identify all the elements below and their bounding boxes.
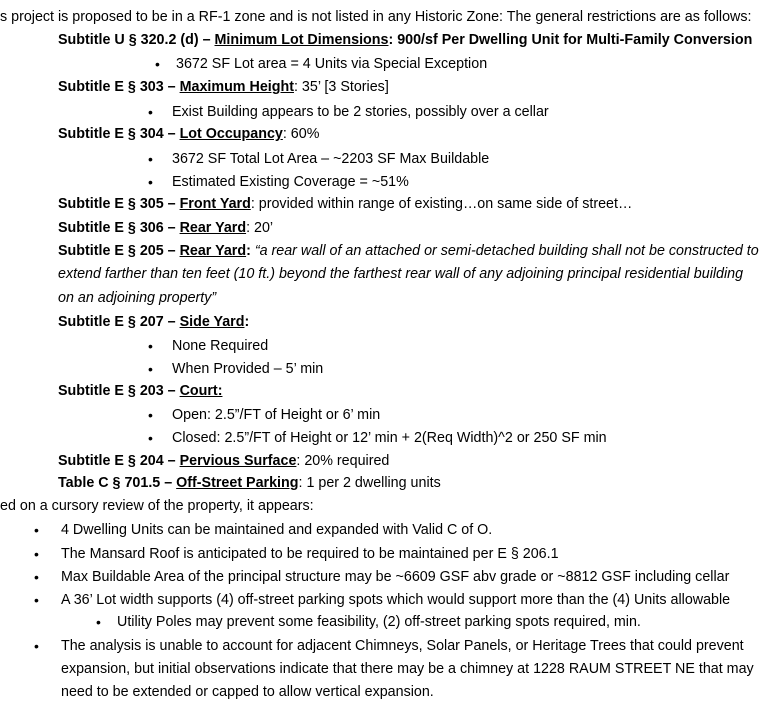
section-value: : 20’ <box>246 220 274 236</box>
section-ref: Subtitle E § 205 – <box>58 243 180 259</box>
bullet: • <box>148 174 153 190</box>
section-title: Court: <box>179 383 223 399</box>
bullet: • <box>34 592 39 608</box>
section-value: : <box>244 314 250 330</box>
section-ref: Subtitle E § 303 – <box>58 79 180 95</box>
section-title: Lot Occupancy <box>179 126 283 142</box>
list-item: Closed: 2.5”/FT of Height or 12’ min + 2(Req Width)^2 or 250 SF min <box>172 430 607 446</box>
section-ref: Subtitle E § 306 – <box>58 220 180 236</box>
section-title: Rear Yard <box>179 220 247 236</box>
list-item: Exist Building appears to be 2 stories, possibly over a cellar <box>172 104 549 120</box>
lot-occupancy-heading <box>58 125 319 143</box>
pervious-heading <box>58 452 389 470</box>
bullet: • <box>34 638 39 654</box>
section-value: : 60% <box>282 126 320 142</box>
bullet: • <box>96 614 101 630</box>
bullet: • <box>148 338 153 354</box>
section-title: Front Yard <box>179 196 251 212</box>
list-item: Open: 2.5”/FT of Height or 6’ min <box>172 407 381 423</box>
list-item: 3672 SF Total Lot Area – ~2203 SF Max Buildable <box>172 151 490 167</box>
list-item: None Required <box>172 338 269 354</box>
bullet: • <box>148 361 153 377</box>
quote-line: on an adjoining property” <box>58 290 217 306</box>
section-colon: : <box>246 243 255 259</box>
max-height-heading <box>58 78 389 96</box>
section-ref: Subtitle E § 305 – <box>58 196 180 212</box>
section-ref: Subtitle E § 204 – <box>58 453 180 469</box>
section-ref: Table C § 701.5 – <box>58 475 177 491</box>
review-sub-item: Utility Poles may prevent some feasibility, (2) off-street parking spots required, min. <box>117 614 641 630</box>
bullet: • <box>148 151 153 167</box>
section-title: Side Yard <box>179 314 245 330</box>
rear-yard-heading <box>58 219 273 237</box>
bullet: • <box>34 569 39 585</box>
quote-line: “a rear wall of an attached or semi-detached building shall not be constructed to <box>254 243 759 259</box>
analysis-line: expansion, but initial observations indicate that there may be a chimney at 1228 RAUM STREET NE that may <box>61 661 754 677</box>
section-title: Maximum Height <box>179 79 294 95</box>
review-item: 4 Dwelling Units can be maintained and expanded with Valid C of O. <box>61 522 493 538</box>
review-item: The Mansard Roof is anticipated to be required to be maintained per E § 206.1 <box>61 546 559 562</box>
section-title: Minimum Lot Dimensions <box>214 32 389 48</box>
review-intro: ed on a cursory review of the property, it appears: <box>0 498 314 514</box>
section-title: Rear Yard <box>179 243 247 259</box>
parking-heading <box>58 474 441 492</box>
section-ref: Subtitle E § 203 – <box>58 383 180 399</box>
review-item: A 36’ Lot width supports (4) off-street parking spots which would support more than the (4) Units allowable <box>61 592 731 608</box>
court-heading <box>58 382 222 400</box>
side-yard-heading <box>58 313 249 331</box>
front-yard-heading <box>58 195 632 213</box>
section-ref: Subtitle U § 320.2 (d) – <box>58 32 215 48</box>
section-value: : 20% required <box>296 453 390 469</box>
bullet: • <box>148 104 153 120</box>
bullet: • <box>34 522 39 538</box>
section-value: : provided within range of existing…on same side of street… <box>250 196 633 212</box>
lot-dimensions-heading <box>58 31 752 49</box>
section-title: Pervious Surface <box>179 453 297 469</box>
intro-line: s project is proposed to be in a RF-1 zone and is not listed in any Historic Zone: The general restrictions are as follows: <box>0 9 752 25</box>
bullet: • <box>155 56 160 72</box>
rear-yard-205-heading <box>58 242 759 260</box>
list-item: When Provided – 5’ min <box>172 361 324 377</box>
section-value: : 900/sf Per Dwelling Unit for Multi-Family Conversion <box>388 32 753 48</box>
section-value: : 35’ [3 Stories] <box>293 79 389 95</box>
bullet: • <box>148 430 153 446</box>
bullet: • <box>34 546 39 562</box>
section-title: Off-Street Parking <box>176 475 299 491</box>
analysis-line: The analysis is unable to account for adjacent Chimneys, Solar Panels, or Heritage Trees that could prevent <box>61 638 744 654</box>
list-item: 3672 SF Lot area = 4 Units via Special Exception <box>176 56 488 72</box>
section-value: : 1 per 2 dwelling units <box>298 475 441 491</box>
section-ref: Subtitle E § 304 – <box>58 126 180 142</box>
analysis-line: need to be extended or capped to allow vertical expansion. <box>61 684 434 700</box>
review-item: Max Buildable Area of the principal structure may be ~6609 GSF abv grade or ~8812 GSF including cellar <box>61 569 730 585</box>
bullet: • <box>148 407 153 423</box>
list-item: Estimated Existing Coverage = ~51% <box>172 174 409 190</box>
section-ref: Subtitle E § 207 – <box>58 314 180 330</box>
quote-line: extend farther than ten feet (10 ft.) beyond the farthest rear wall of any adjoining principal residential building <box>58 266 744 282</box>
